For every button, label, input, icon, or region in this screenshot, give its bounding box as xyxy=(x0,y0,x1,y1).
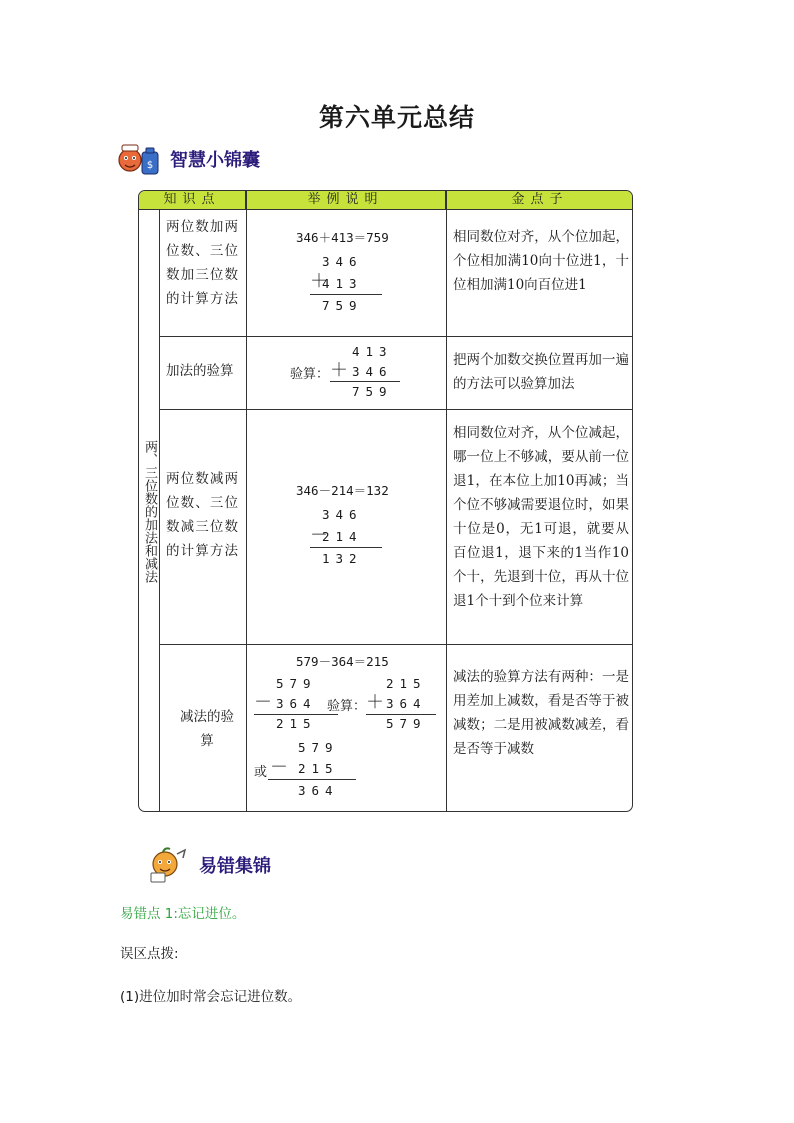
row3-op: － xyxy=(310,525,328,546)
row4-c-line2: 215 xyxy=(298,761,339,776)
row4-topic: 减法的验算 xyxy=(180,709,234,749)
row2-op: ＋ xyxy=(330,360,348,381)
row2-topic: 加法的验算 xyxy=(166,363,234,379)
row1-line2: 413 xyxy=(322,276,363,291)
group-label: 两、三位数的加法和减法 xyxy=(142,439,157,583)
row4-or-label: 或 xyxy=(254,765,268,780)
row4-example xyxy=(246,644,446,812)
row1-example xyxy=(246,209,446,336)
header-knowledge: 知识点 xyxy=(139,191,246,209)
row1-result: 759 xyxy=(322,298,363,313)
row4-b-op: ＋ xyxy=(366,692,384,713)
section-heading-errors xyxy=(145,846,271,884)
row3-topic: 两位数减两位数、三位数减三位数的计算方法 xyxy=(166,471,238,559)
row4-c-op: － xyxy=(270,757,288,778)
row2-tip: 把两个加数交换位置再加一遍的方法可以验算加法 xyxy=(453,352,629,392)
row3-example xyxy=(246,409,446,644)
row4-b-result: 579 xyxy=(386,716,427,731)
row2-check-label: 验算： xyxy=(290,367,330,382)
row4-a-line1: 579 xyxy=(276,676,317,691)
page-title: 第六单元总结 xyxy=(318,103,475,132)
row4-a-line2: 364 xyxy=(276,696,317,711)
analysis-label: 误区点拨: xyxy=(120,946,179,962)
row3-tip: 相同数位对齐，从个位减起，哪一位上不够减，要从前一位退1，在本位上加10再减；当个位不够减需要退位时，如果十位是0，无1可退，就要从百位退1，退下来的1当作10个十，先退到十位，再从十位退1个十到个位来计算 xyxy=(453,425,629,609)
row4-c-result: 364 xyxy=(298,783,339,798)
row4-check-label: 验算： xyxy=(327,699,367,714)
section-title-errors: 易错集锦 xyxy=(199,856,271,877)
row2-result: 759 xyxy=(352,384,393,399)
row4-c-line1: 579 xyxy=(298,740,339,755)
header-example: 举例说明 xyxy=(246,191,446,209)
svg-text:$: $ xyxy=(146,160,154,171)
row1-topic: 两位数加两位数、三位数加三位数的计算方法 xyxy=(166,219,238,307)
section-heading-tips xyxy=(116,140,260,178)
row4-equation: 579－364＝215 xyxy=(296,654,389,669)
row4-a-op: － xyxy=(254,692,272,713)
row1-equation: 346＋413＝759 xyxy=(296,230,389,245)
row2-line1: 413 xyxy=(352,344,393,359)
header-tips: 金点子 xyxy=(446,191,633,209)
row1-op: ＋ xyxy=(310,271,328,292)
row4-tip: 减法的验算方法有两种：一是用差加上减数，看是否等于被减数；二是用被减数减差，看是否等于减数 xyxy=(453,669,629,757)
row4-b-line1: 215 xyxy=(386,676,427,691)
row4-a-result: 215 xyxy=(276,716,317,731)
summary-table xyxy=(138,190,633,812)
analysis-item: (1)进位加时常会忘记进位数。 xyxy=(120,989,302,1005)
row3-line1: 346 xyxy=(322,507,363,522)
section-title-tips: 智慧小锦囊 xyxy=(170,150,260,171)
error-point: 易错点 1:忘记进位。 xyxy=(120,906,246,922)
row1-tip: 相同数位对齐，从个位加起，个位相加满10向十位进1，十位相加满10向百位进1 xyxy=(453,229,629,293)
orange-mascot-icon xyxy=(145,846,191,884)
row3-line2: 214 xyxy=(322,529,363,544)
row4-b-line2: 364 xyxy=(386,696,427,711)
row3-equation: 346－214＝132 xyxy=(296,483,389,498)
row3-result: 132 xyxy=(322,551,363,566)
row2-line2: 346 xyxy=(352,364,393,379)
row2-example xyxy=(246,336,446,409)
row1-line1: 346 xyxy=(322,254,363,269)
doctor-mascot-icon xyxy=(116,140,162,178)
